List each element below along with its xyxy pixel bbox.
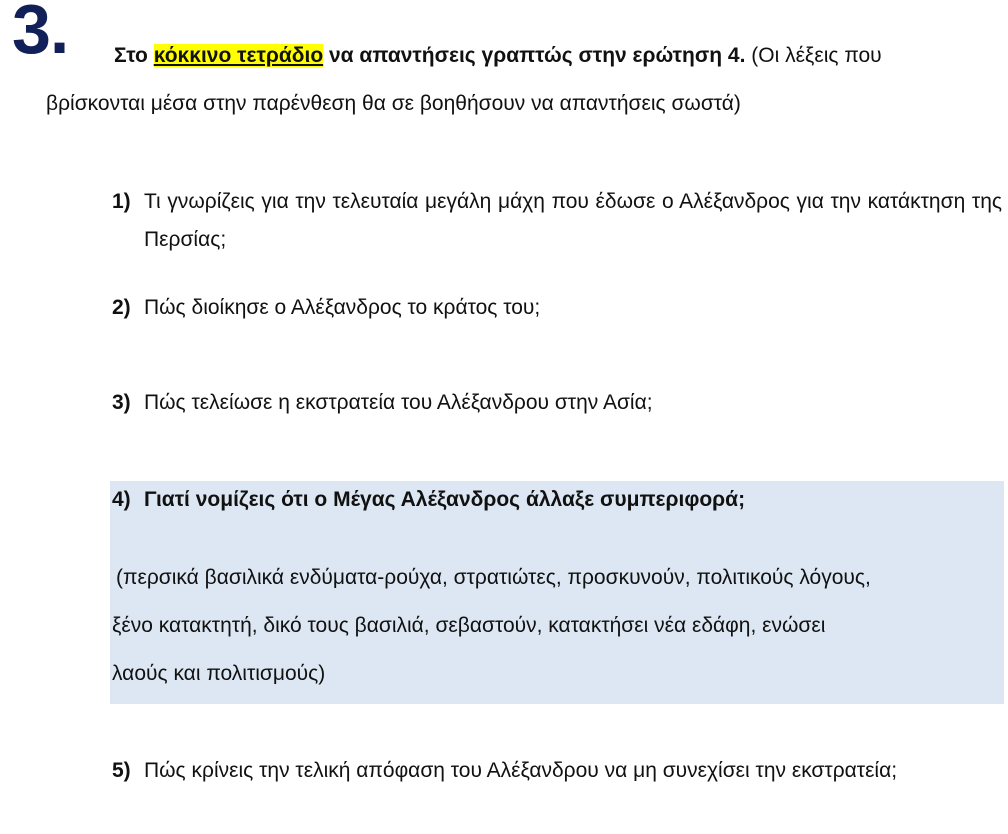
- question-number: 5): [112, 759, 131, 782]
- hint-line-3: λαούς και πολιτισμούς): [112, 662, 326, 685]
- instruction-second-line: βρίσκονται μέσα στην παρένθεση θα σε βοηθήσουν να απαντήσεις σωστά): [46, 92, 741, 115]
- question-text: Γιατί νομίζεις ότι ο Μέγας Αλέξανδρος άλλαξε συμπεριφορά;: [144, 488, 746, 511]
- question-2: [112, 289, 1002, 327]
- question-text: Πώς κρίνεις την τελική απόφαση του Αλέξανδρου να μη συνεχίσει την εκστρατεία;: [144, 759, 898, 782]
- question-number: 3): [112, 391, 131, 414]
- question-text: Τι γνωρίζεις για την τελευταία μεγάλη μάχη που έδωσε ο Αλέξανδρος για την κατάκτηση της Περσίας;: [144, 190, 1002, 251]
- question-4: [112, 481, 1002, 519]
- hint-line-1: (περσικά βασιλικά ενδύματα-ρούχα, στρατιώτες, προσκυνούν, πολιτικούς λόγους,: [116, 566, 871, 589]
- question-number: 2): [112, 296, 131, 319]
- question-3: [112, 384, 1002, 422]
- instruction-prefix: Στο: [114, 44, 154, 67]
- question-1: [112, 183, 1002, 259]
- instruction-paren-first: (Οι λέξεις που: [745, 44, 882, 67]
- section-number: 3.: [12, 0, 69, 68]
- question-text: Πώς διοίκησε ο Αλέξανδρος το κράτος του;: [144, 296, 541, 319]
- question-text: Πώς τελείωσε η εκστρατεία του Αλέξανδρου στην Ασία;: [144, 391, 653, 414]
- question-5: [112, 747, 1002, 795]
- question-number: 1): [112, 190, 131, 213]
- question-4-hint-words: [112, 554, 1000, 698]
- question-number: 4): [112, 488, 131, 511]
- instruction-highlight: κόκκινο τετράδιο: [153, 44, 324, 67]
- instruction-text: [46, 32, 996, 128]
- hint-line-2: ξένο κατακτητή, δικό τους βασιλιά, σεβαστούν, κατακτήσει νέα εδάφη, ενώσει: [112, 614, 826, 637]
- instruction-first-line: [46, 32, 996, 80]
- instruction-bold-rest: να απαντήσεις γραπτώς στην ερώτηση 4.: [323, 44, 746, 67]
